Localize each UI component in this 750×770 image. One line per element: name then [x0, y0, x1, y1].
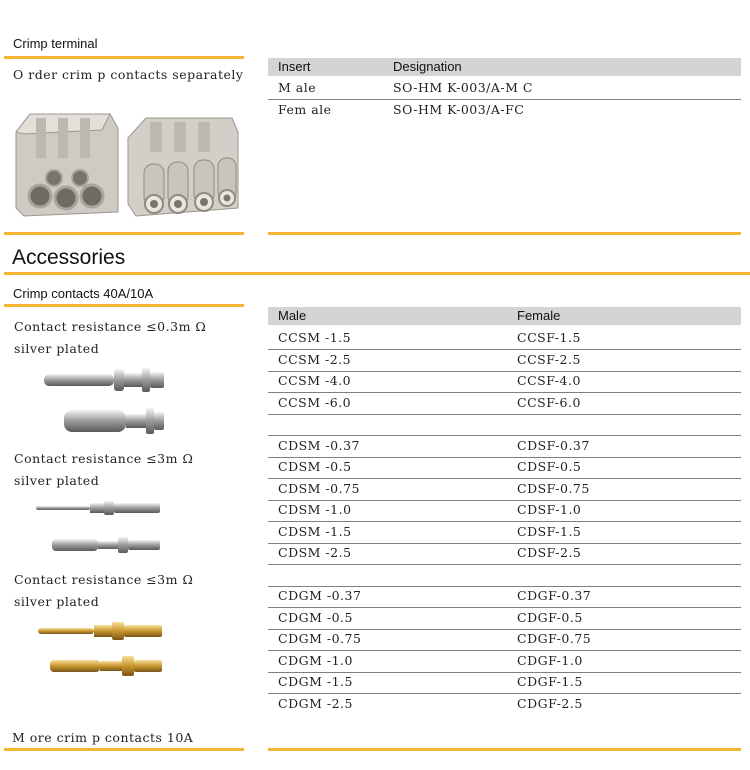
section-divider — [4, 748, 244, 751]
designation-cell: SO-HM K-003/A-M C — [393, 80, 533, 95]
gold-contact-female-image — [48, 654, 164, 678]
table-row — [268, 350, 741, 372]
male-part-cell: CDGM -1.0 — [278, 652, 353, 668]
table-row — [268, 651, 741, 673]
female-part-cell: CCSF-2.5 — [517, 351, 581, 367]
female-part-cell: CDGF-0.5 — [517, 609, 583, 625]
gold-contact-male-image — [36, 620, 164, 642]
female-part-cell: CDGF-0.75 — [517, 631, 592, 646]
male-part-cell: CDGM -1.5 — [278, 674, 353, 689]
header-insert: Insert — [278, 59, 311, 74]
female-insert-image — [124, 112, 242, 222]
table-gap-row — [268, 565, 741, 587]
male-part-cell: CDGM -2.5 — [278, 695, 353, 711]
table-row — [268, 500, 741, 522]
female-part-cell: CDGF-1.0 — [517, 652, 583, 668]
female-part-cell: CDSF-1.5 — [517, 523, 582, 539]
female-part-cell: CCSF-1.5 — [517, 330, 581, 345]
insert-cell: M ale — [278, 80, 317, 95]
table-gap-row — [268, 414, 741, 436]
female-part-cell: CDSF-0.37 — [517, 437, 590, 453]
contact-resistance-text: Contact resistance ≤3m Ω — [14, 451, 194, 466]
contact-resistance-text: Contact resistance ≤3m Ω — [14, 572, 194, 587]
female-part-cell: CCSF-6.0 — [517, 394, 581, 410]
header-male: Male — [278, 308, 307, 323]
section-divider — [268, 232, 741, 235]
male-insert-image — [10, 112, 122, 222]
more-contacts-note: M ore crim p contacts 10A — [12, 730, 194, 745]
insert-table-header — [268, 58, 741, 76]
table-row — [268, 672, 741, 694]
table-row — [268, 371, 741, 393]
male-part-cell: CDSM -1.5 — [278, 523, 352, 539]
table-row — [268, 479, 741, 501]
header-female: Female — [517, 308, 561, 323]
silver-turned-contact-male-image — [34, 498, 162, 518]
male-part-cell: CDSM -2.5 — [278, 545, 352, 560]
female-part-cell: CDSF-1.0 — [517, 502, 582, 517]
silver-contact-male-image — [42, 366, 166, 394]
section-divider — [4, 232, 244, 235]
designation-cell: SO-HM K-003/A-FC — [393, 102, 525, 117]
female-part-cell: CDGF-2.5 — [517, 695, 583, 711]
table-row — [268, 78, 741, 100]
table-row — [268, 629, 741, 651]
female-part-cell: CDSF-2.5 — [517, 545, 582, 560]
table-row — [268, 586, 741, 608]
female-part-cell: CDSF-0.75 — [517, 480, 590, 496]
section-divider — [4, 304, 244, 307]
silver-turned-contact-female-image — [50, 534, 162, 556]
female-part-cell: CDGF-0.37 — [517, 588, 592, 603]
male-part-cell: CDSM -0.5 — [278, 459, 352, 474]
male-part-cell: CDSM -1.0 — [278, 502, 352, 517]
section-divider — [4, 272, 750, 275]
section-divider — [268, 748, 741, 751]
female-part-cell: CDGF-1.5 — [517, 674, 583, 689]
accessories-title: Accessories — [12, 246, 126, 269]
order-note: O rder crim p contacts separately — [13, 67, 244, 82]
table-row — [268, 328, 741, 350]
header-designation: Designation — [393, 59, 462, 74]
table-row — [268, 100, 741, 121]
contacts-table-header — [268, 307, 741, 325]
table-row — [268, 522, 741, 544]
table-row — [268, 608, 741, 630]
female-part-cell: CDSF-0.5 — [517, 459, 582, 474]
male-part-cell: CDSM -0.75 — [278, 480, 360, 496]
silver-contact-female-image — [62, 404, 166, 438]
table-row — [268, 457, 741, 479]
plating-text: silver plated — [14, 473, 100, 488]
table-row — [268, 436, 741, 458]
table-row — [268, 543, 741, 565]
male-part-cell: CCSM -1.5 — [278, 330, 352, 345]
table-row — [268, 694, 741, 715]
female-part-cell: CCSF-4.0 — [517, 373, 581, 388]
male-part-cell: CCSM -2.5 — [278, 351, 352, 367]
male-part-cell: CDSM -0.37 — [278, 437, 360, 453]
male-part-cell: CCSM -4.0 — [278, 373, 352, 388]
plating-text: silver plated — [14, 341, 100, 356]
male-part-cell: CDGM -0.37 — [278, 588, 362, 603]
section-divider — [4, 56, 244, 59]
plating-text: silver plated — [14, 594, 100, 609]
table-row — [268, 393, 741, 415]
male-part-cell: CCSM -6.0 — [278, 394, 352, 410]
insert-cell: Fem ale — [278, 102, 332, 117]
crimp-terminal-title: Crimp terminal — [13, 36, 98, 51]
male-part-cell: CDGM -0.5 — [278, 609, 353, 625]
contact-resistance-text: Contact resistance ≤0.3m Ω — [14, 319, 207, 334]
male-part-cell: CDGM -0.75 — [278, 631, 362, 646]
crimp-contacts-subtitle: Crimp contacts 40A/10A — [13, 286, 154, 301]
